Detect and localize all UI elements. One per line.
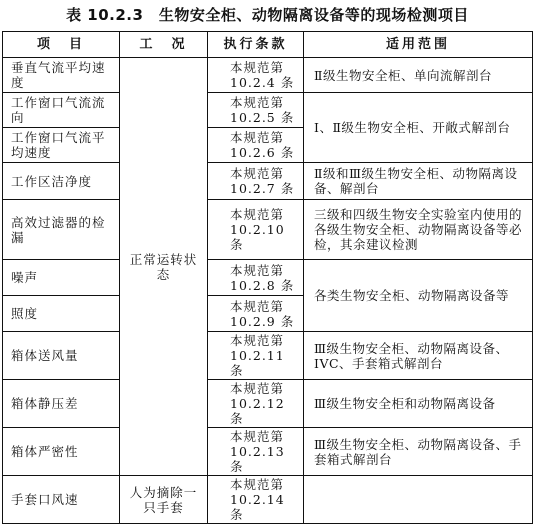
- scope-cell: Ⅲ级生物安全柜、动物隔离设备、IVC、手套箱式解剖台: [304, 332, 533, 380]
- clause-cell: [208, 260, 304, 296]
- clause-cell: [208, 93, 304, 128]
- clause-prefix: 本规范第: [230, 298, 285, 314]
- table-row: [3, 58, 533, 93]
- clause-prefix: 本规范第: [230, 166, 285, 181]
- item-cell: 噪声: [3, 260, 120, 296]
- clause-number: 10.2.9 条: [230, 313, 295, 329]
- clause-prefix: 本规范第: [230, 207, 285, 222]
- clause-prefix: 本规范第: [230, 333, 285, 348]
- table-row: [3, 380, 533, 428]
- scope-cell: Ⅲ级生物安全柜和动物隔离设备: [304, 380, 533, 428]
- table-row: [3, 93, 533, 128]
- item-cell: 箱体静压差: [3, 380, 120, 428]
- table-row: [3, 476, 533, 524]
- table-row: [3, 200, 533, 260]
- table-row: [3, 260, 533, 296]
- clause-number: 10.2.11 条: [230, 348, 285, 378]
- scope-cell: Ⅱ级生物安全柜、单向流解剖台: [304, 58, 533, 93]
- inspection-table: [2, 31, 533, 524]
- clause-cell: [208, 200, 304, 260]
- table-row: [3, 428, 533, 476]
- clause-number: 10.2.4 条: [230, 75, 295, 90]
- clause-prefix: 本规范第: [230, 381, 285, 396]
- condition-cell-normal: 正常运转状态: [120, 58, 208, 476]
- clause-cell: [208, 428, 304, 476]
- clause-cell: [208, 128, 304, 163]
- item-cell: 垂直气流平均速度: [3, 58, 120, 93]
- clause-cell: [208, 380, 304, 428]
- header-item: 项 目: [3, 32, 120, 58]
- table-title: 表 10.2.3 生物安全柜、动物隔离设备等的现场检测项目: [66, 6, 469, 24]
- clause-prefix: 本规范第: [230, 130, 285, 145]
- clause-prefix: 本规范第: [230, 262, 285, 278]
- item-cell: 箱体严密性: [3, 428, 120, 476]
- scope-cell: 各类生物安全柜、动物隔离设备等: [304, 260, 533, 332]
- clause-number: 10.2.10 条: [230, 222, 285, 252]
- clause-prefix: 本规范第: [230, 429, 285, 444]
- header-row: [3, 32, 533, 58]
- clause-prefix: 本规范第: [230, 60, 285, 75]
- clause-prefix: 本规范第: [230, 477, 285, 492]
- scope-cell: Ⅱ级和Ⅲ级生物安全柜、动物隔离设备、解剖台: [304, 163, 533, 200]
- clause-cell: [208, 58, 304, 93]
- item-cell: 高效过滤器的检漏: [3, 200, 120, 260]
- clause-number: 10.2.5 条: [230, 110, 295, 125]
- header-scope: 适用范围: [304, 32, 533, 58]
- clause-cell: [208, 296, 304, 332]
- clause-number: 10.2.6 条: [230, 145, 295, 160]
- clause-number: 10.2.14 条: [230, 492, 285, 522]
- scope-cell-empty: [304, 476, 533, 524]
- item-cell: 手套口风速: [3, 476, 120, 524]
- clause-number: 10.2.7 条: [230, 181, 295, 196]
- clause-cell: [208, 332, 304, 380]
- clause-number: 10.2.13 条: [230, 444, 285, 474]
- clause-number: 10.2.12 条: [230, 396, 285, 426]
- table-row: [3, 332, 533, 380]
- item-cell: 照度: [3, 296, 120, 332]
- scope-cell: Ⅰ、Ⅱ级生物安全柜、开敞式解剖台: [304, 93, 533, 163]
- item-cell: 工作窗口气流流向: [3, 93, 120, 128]
- item-cell: 箱体送风量: [3, 332, 120, 380]
- scope-cell: 三级和四级生物安全实验室内使用的各级生物安全柜、动物隔离设备等必检，其余建议检测: [304, 200, 533, 260]
- item-cell: 工作窗口气流平均速度: [3, 128, 120, 163]
- clause-cell: [208, 476, 304, 524]
- clause-prefix: 本规范第: [230, 95, 285, 110]
- table-row: [3, 163, 533, 200]
- clause-number: 10.2.8 条: [230, 277, 295, 293]
- clause-cell: [208, 163, 304, 200]
- condition-cell-glove: 人为摘除一只手套: [120, 476, 208, 524]
- item-cell: 工作区洁净度: [3, 163, 120, 200]
- scope-cell: Ⅲ级生物安全柜、动物隔离设备、手套箱式解剖台: [304, 428, 533, 476]
- header-clause: 执行条款: [208, 32, 304, 58]
- header-condition: 工 况: [120, 32, 208, 58]
